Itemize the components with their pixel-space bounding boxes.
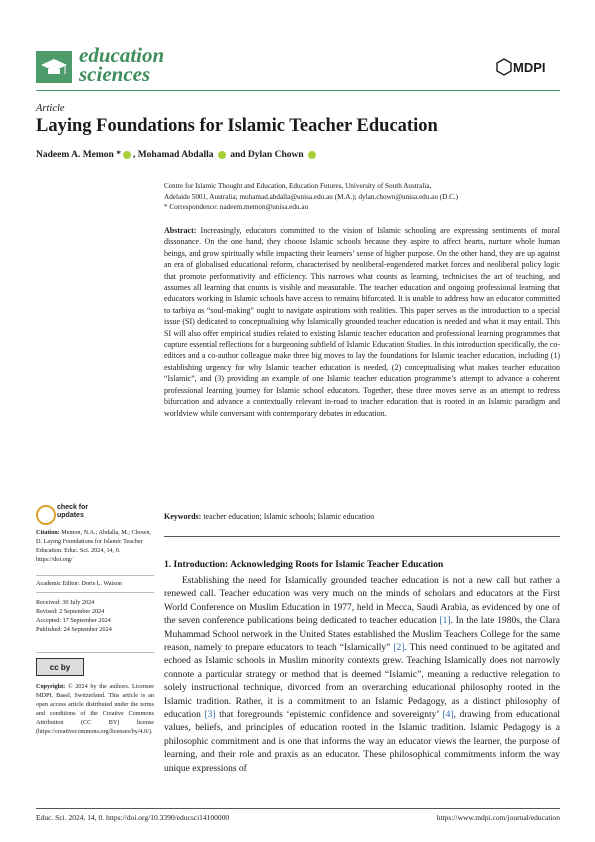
header-divider bbox=[36, 90, 560, 91]
affiliation-line2: Adelaide 5001, Australia; mohamad.abdalla@unisa.edu.au (M.A.); dylan.chown@unisa.edu.au (D.C.) bbox=[164, 192, 459, 201]
ref-link[interactable]: [3] bbox=[204, 710, 216, 721]
copyright-label: Copyright: bbox=[36, 683, 66, 690]
intro-paragraph bbox=[164, 575, 560, 776]
date-accepted: Accepted: 17 September 2024 bbox=[36, 617, 111, 624]
author-abdalla[interactable]: , Mohamad Abdalla bbox=[132, 150, 214, 160]
intro-text: that foregrounds ‘epistemic confidence and sovereignty’ bbox=[215, 710, 443, 721]
keywords-label: Keywords: bbox=[164, 512, 202, 521]
journal-name-line2: sciences bbox=[79, 62, 151, 86]
intro-text: . This need continued to be agitated and echoed as Islamic schools in Muslim minority contexts grew. Teaching Islamically does not narrowly connote a particular strategy or method that is deemed “Islamic”, meaning a reductive relegation to solely instructional technique, divorced from an overarching educational philosophy rooted in the Islamic tradition. Rather, it is a commitment to an Islamic Pedagogy, as a distinct philosophy of education bbox=[164, 643, 560, 721]
orcid-icon[interactable] bbox=[218, 151, 226, 159]
publisher-name: MDPI bbox=[513, 60, 546, 75]
section-heading: 1. Introduction: Acknowledging Roots for Islamic Teacher Education bbox=[164, 560, 444, 570]
citation-block bbox=[36, 528, 154, 567]
history-dates bbox=[36, 598, 154, 634]
cc-by-license-icon[interactable]: cc by bbox=[36, 658, 84, 676]
author-chown[interactable]: and Dylan Chown bbox=[227, 150, 304, 160]
ref-link[interactable]: [4] bbox=[442, 710, 454, 721]
footer-journal-url[interactable]: https://www.mdpi.com/journal/education bbox=[436, 813, 560, 822]
copyright-block bbox=[36, 682, 154, 736]
affiliation bbox=[164, 181, 560, 213]
keywords bbox=[164, 511, 560, 522]
ref-link[interactable]: [1] bbox=[439, 616, 451, 627]
check-for-updates-label[interactable] bbox=[57, 504, 88, 520]
keywords-text: teacher education; Islamic schools; Islamic education bbox=[201, 512, 375, 521]
journal-name-line1: education bbox=[79, 43, 165, 67]
check-line1: check for bbox=[57, 504, 89, 511]
date-revised: Revised: 2 September 2024 bbox=[36, 608, 105, 615]
keywords-divider bbox=[164, 536, 560, 537]
intro-text: . In the late 1980s, the Clara Muhammad School network in the United States established the Muslim Teachers College for the same reason, namely to prepare educators to teach “Islamically” bbox=[164, 616, 560, 654]
date-received: Received: 30 July 2024 bbox=[36, 599, 95, 606]
abstract-text: Increasingly, educators committed to the vision of Islamic schooling are expressing sentiments of moral dissonance. On the one hand, they choose Islamic schools because they aspire to affect hearts, nurture whole human beings, and grow spiritually while impacting their learners’ sense of higher purpose. On the other hand, they are up against an era of globalised educational reform, characterised by neoliberal-engendered market forces and neoliberal policy logic that promote performativity and efficiency. This narrows what counts as learning, technicises the art of teaching, and assumes all learning that counts is visible and measurable. The teacher education and ongoing professional learning that educators working in Islamic schools have access to remains bifurcated. It is unable to address how an educator committed to tarbiya as “soul-making” ought to navigate aspirations with realities. This paper serves as the introduction to a special issue (SI) dedicated to conceptualising why Islamically grounded teacher education is needed and what it may entail. This SI will also offer empirical studies related to existing Islamic teacher education and professional learning programmes that capture essential reflections for a burgeoning subfield of Islamic Education Studies. In this introduction specifically, the co-editors and a co-author colleague make three big moves to lay the foundations for Islamic teacher education, including (1) establishing urgency for why Islamic teacher education is needed, (2) conceptualising what makes teacher education “Islamic”, and (3) providing an example of one Islamic teacher education programme’s attempt to advance a coherent professional learning journey for Islamic school educators. Together, these three moves serve as an attempt to redress bifurcation and advance a contextually relevant in-road to teacher education that is rooted in an Islamic paradigm and worldview while conversant with contemporary debates in education. bbox=[164, 226, 560, 418]
check-for-updates-icon[interactable] bbox=[36, 505, 56, 525]
date-published: Published: 24 September 2024 bbox=[36, 626, 112, 633]
citation-label: Citation: bbox=[36, 529, 60, 536]
affiliation-line1: Centre for Islamic Thought and Education, Education Futures, University of South Australia, bbox=[164, 182, 432, 190]
journal-name bbox=[79, 43, 165, 86]
article-title: Laying Foundations for Islamic Teacher Education bbox=[36, 116, 438, 136]
ref-link[interactable]: [2] bbox=[393, 643, 405, 654]
check-line2: updates bbox=[57, 512, 84, 519]
sidebar-divider bbox=[36, 592, 154, 593]
intro-text: Establishing the need for Islamically grounded teacher education is not a new call but rather a renewed call. Teacher education was very much on the minds of scholars and educators at the First World Conference on Muslim Education in 1977, held in Mecca, Saudi Arabia, as evidenced by one of the seven conference publications being dedicated to teacher education bbox=[164, 576, 560, 627]
citation-text: Memon, N.A.; Abdalla, M.; Chown, D. Laying Foundations for Islamic Teacher Education. Educ. Sci. 2024, 14, 0. https://doi.org/ bbox=[36, 529, 151, 563]
abstract bbox=[164, 225, 560, 419]
mdpi-logo-icon bbox=[496, 58, 512, 81]
author-list bbox=[36, 150, 318, 160]
journal-logo-icon bbox=[36, 51, 72, 83]
orcid-icon[interactable] bbox=[308, 151, 316, 159]
abstract-label: Abstract: bbox=[164, 226, 197, 235]
sidebar-divider bbox=[36, 652, 154, 653]
orcid-icon[interactable] bbox=[123, 151, 131, 159]
article-type: Article bbox=[36, 103, 65, 114]
copyright-text: © 2024 by the authors. Licensee MDPI, Basel, Switzerland. This article is an open access article distributed under the terms and conditions of the Creative Commons Attribution (CC BY) license (https://creativecommons.org/licenses/by/4.0/). bbox=[36, 683, 154, 735]
sidebar-divider bbox=[36, 575, 154, 576]
intro-text: , drawing from educational values, beliefs, and principles of education rooted in the Islamic tradition. Islamic Pedagogy is a philosophic commitment and is one that informs the way an educator views the learner, the purpose of learning, and their role and praxis as an educator. These philosophical commitments inform the way unique expressions of bbox=[164, 710, 560, 774]
academic-editor: Academic Editor: Doris L. Watson bbox=[36, 580, 122, 587]
author-memon[interactable]: Nadeem A. Memon * bbox=[36, 150, 121, 160]
footer-citation[interactable]: Educ. Sci. 2024, 14, 0. https://doi.org/10.3390/educsci14100000 bbox=[36, 813, 230, 822]
correspondence: * Correspondence: nadeem.memon@unisa.edu.au bbox=[164, 203, 309, 211]
footer-divider bbox=[36, 808, 560, 809]
